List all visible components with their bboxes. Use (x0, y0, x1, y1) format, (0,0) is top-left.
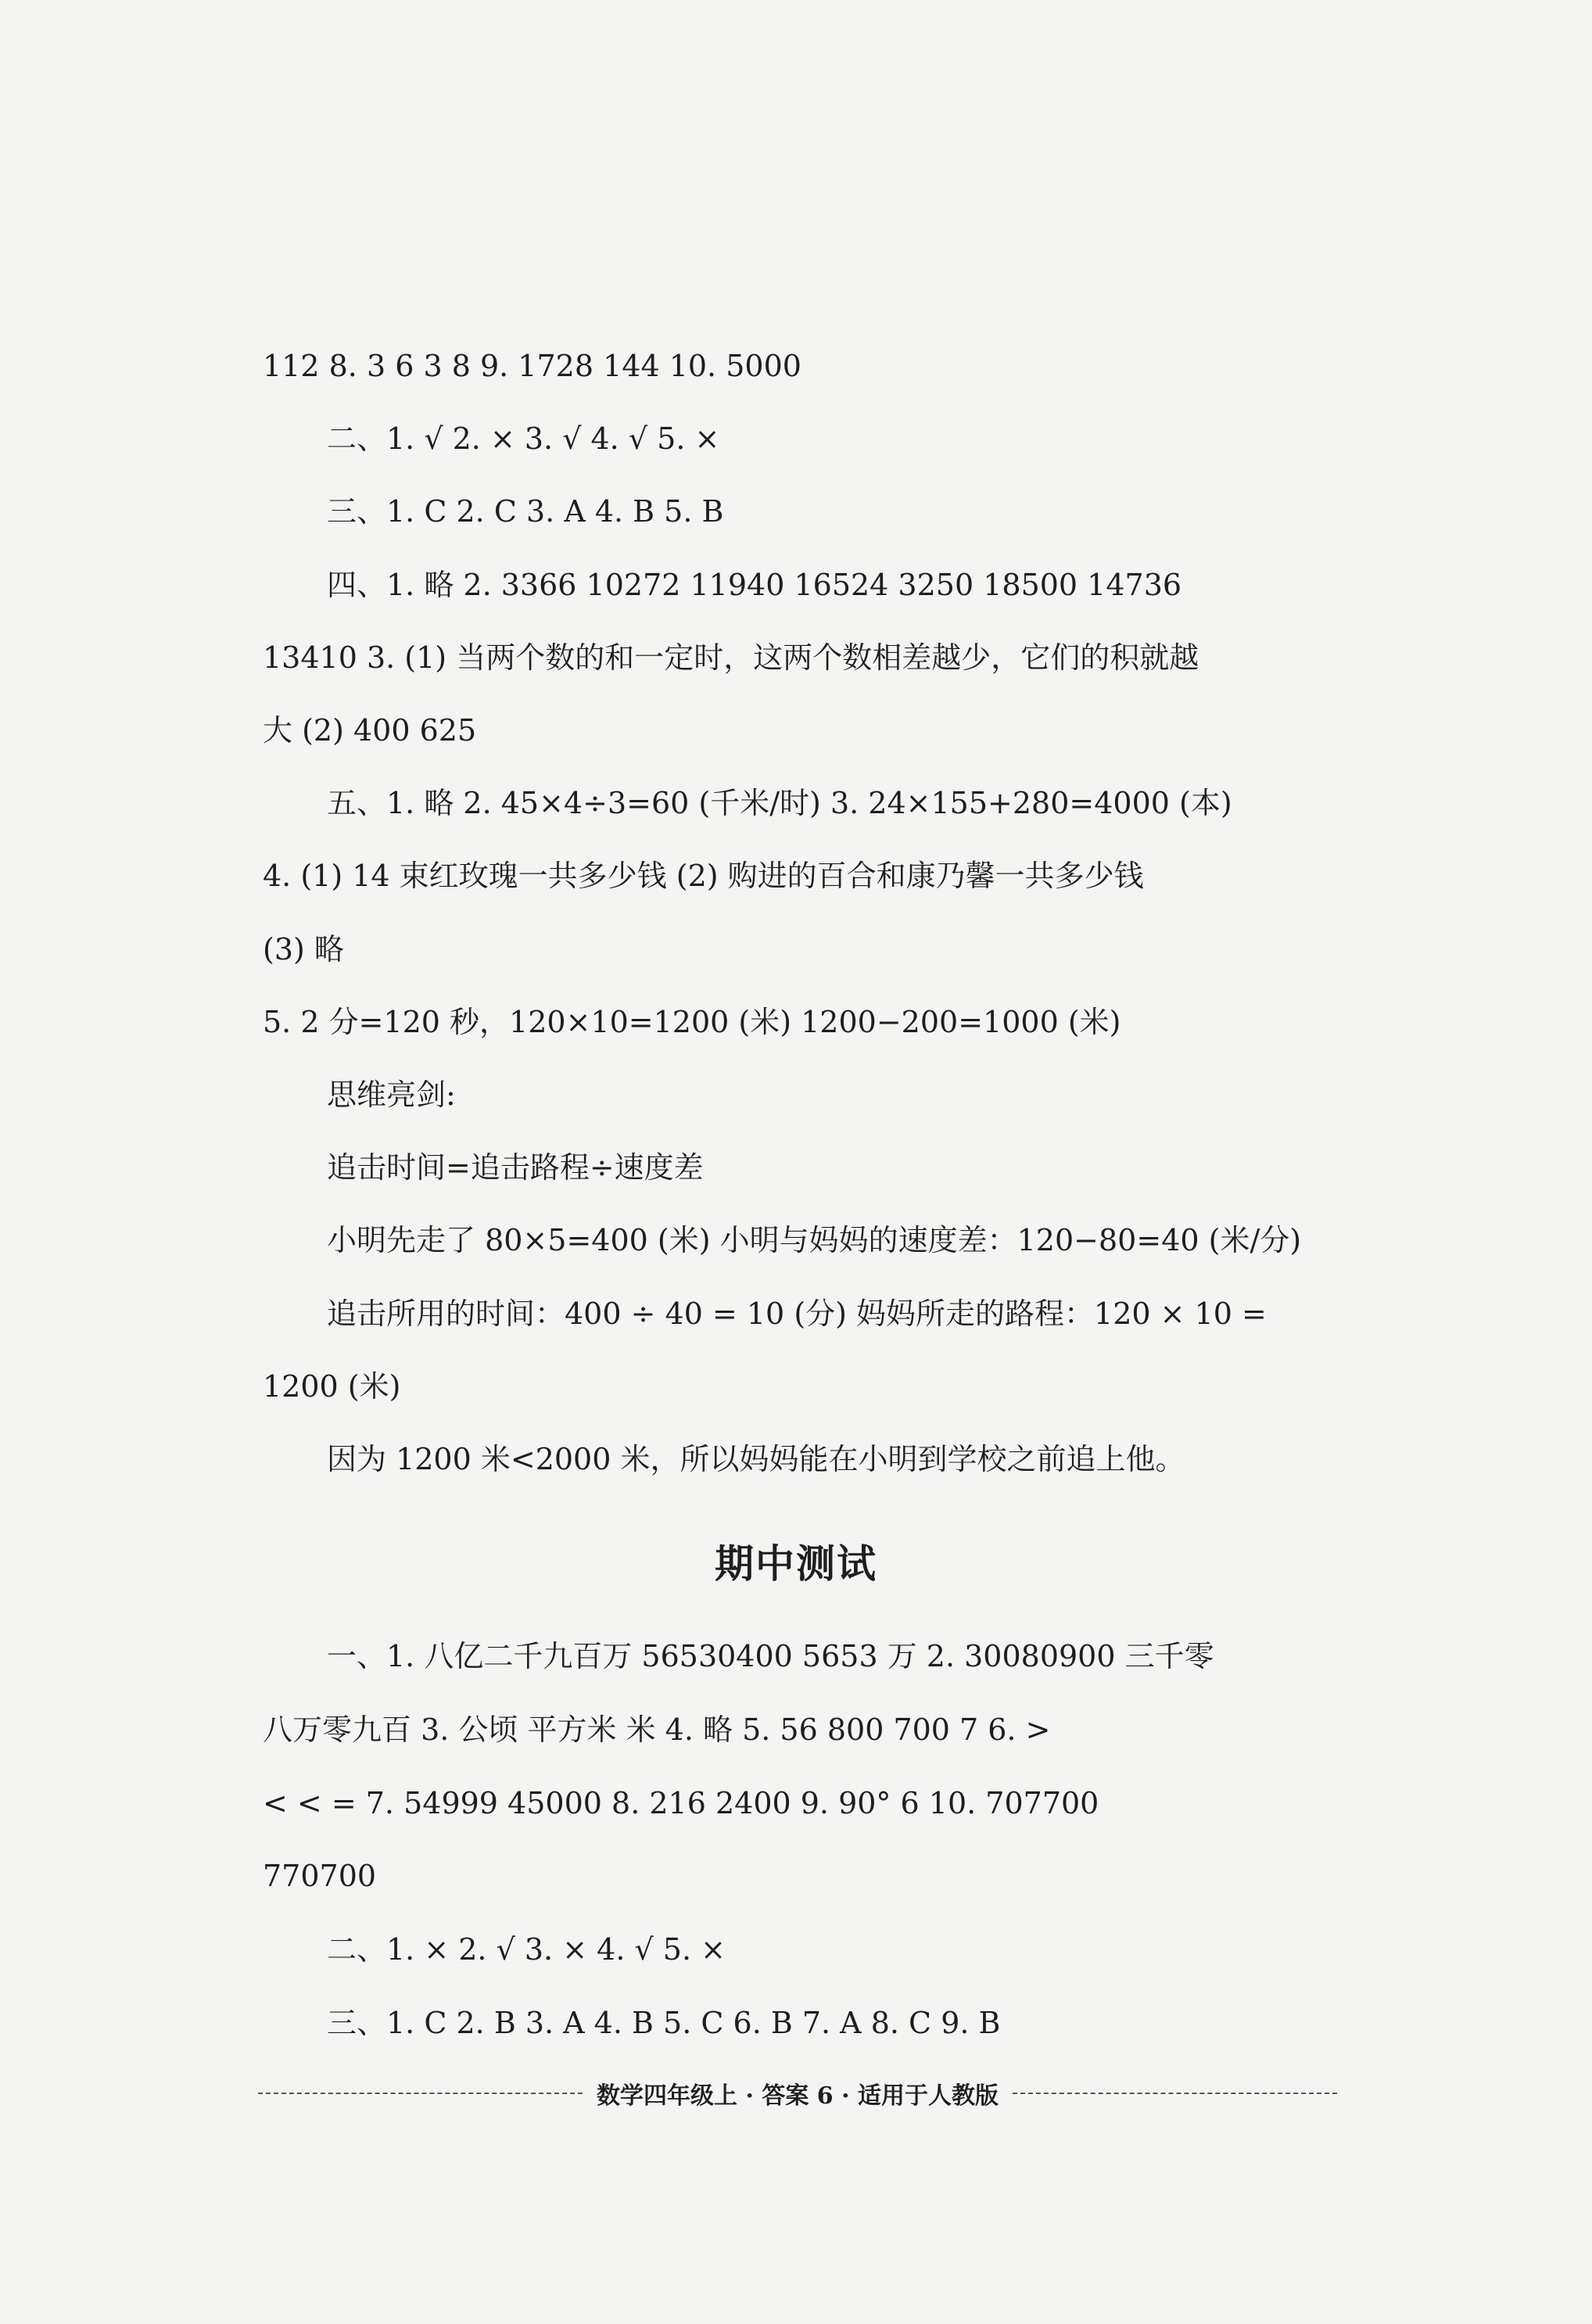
answer-line: 三、1. C 2. C 3. A 4. B 5. B (327, 494, 724, 529)
answer-line: < < = 7. 54999 45000 8. 216 2400 9. 90° 6 10. 707700 (263, 1785, 1099, 1820)
answer-line: 思维亮剑: (327, 1078, 456, 1112)
footer-left-rule (258, 2093, 583, 2094)
page-footer (258, 2074, 1337, 2113)
answer-line: 二、1. √ 2. × 3. √ 4. √ 5. × (327, 421, 720, 457)
section-title: 期中测试 (715, 1541, 877, 1587)
answer-line: 八万零九百 3. 公顷 平方米 米 4. 略 5. 56 800 700 7 6. > (263, 1712, 1051, 1747)
answer-line: 四、1. 略 2. 3366 10272 11940 16524 3250 18500 14736 (327, 567, 1182, 602)
footer-text: 数学四年级上 · 答案 6 · 适用于人教版 (597, 2082, 999, 2110)
answer-line: 小明先走了 80×5=400 (米) 小明与妈妈的速度差：120−80=40 (米/分) (327, 1223, 1302, 1258)
answer-line: 追击所用的时间：400 ÷ 40 = 10 (分) 妈妈所走的路程：120 × 10 = (327, 1296, 1267, 1331)
answer-line: (3) 略 (263, 931, 344, 967)
answer-line: 大 (2) 400 625 (263, 713, 477, 748)
answer-line: 三、1. C 2. B 3. A 4. B 5. C 6. B 7. A 8. C 9. B (327, 2006, 1001, 2040)
answer-line: 5. 2 分=120 秒，120×10=1200 (米) 1200−200=1000 (米) (263, 1004, 1121, 1039)
answer-line: 因为 1200 米<2000 米，所以妈妈能在小明到学校之前追上他。 (327, 1442, 1185, 1476)
answer-line: 五、1. 略 2. 45×4÷3=60 (千米/时) 3. 24×155+280=4000 (本) (327, 786, 1232, 821)
answer-line: 1200 (米) (263, 1368, 401, 1404)
answer-line: 追击时间=追击路程÷速度差 (327, 1150, 704, 1185)
footer-right-rule (1013, 2093, 1337, 2094)
answer-line: 4. (1) 14 束红玫瑰一共多少钱 (2) 购进的百合和康乃馨一共多少钱 (263, 859, 1144, 894)
answer-line: 二、1. × 2. √ 3. × 4. √ 5. × (327, 1932, 726, 1967)
answer-line: 770700 (263, 1859, 377, 1894)
answer-line: 一、1. 八亿二千九百万 56530400 5653 万 2. 30080900 三千零 (327, 1639, 1214, 1673)
answer-line: 13410 3. (1) 当两个数的和一定时，这两个数相差越少，它们的积就越 (263, 640, 1199, 675)
answer-line: 112 8. 3 6 3 8 9. 1728 144 10. 5000 (263, 349, 801, 383)
